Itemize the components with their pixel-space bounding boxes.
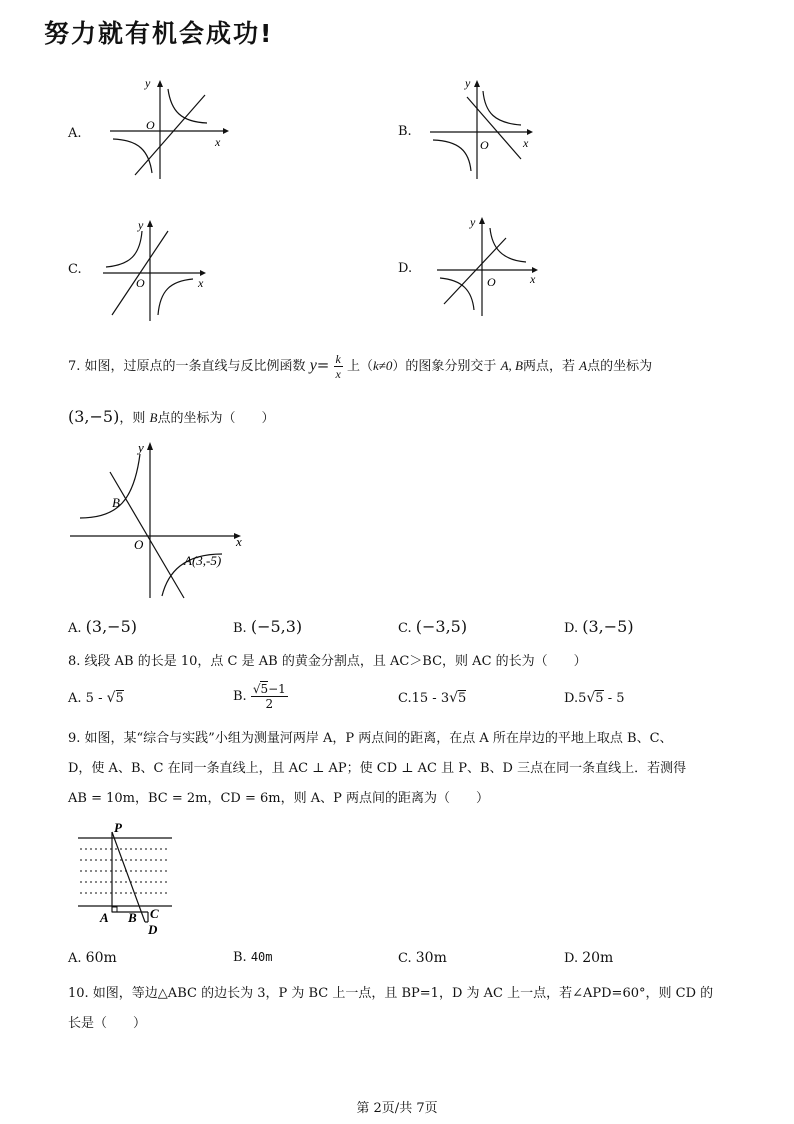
q8-option-c[interactable]: C.15 - 3√5 bbox=[398, 690, 467, 706]
q10-question-line1: 10. 如图，等边△ABC 的边长为 3，P 为 BC 上一点，且 BP=1，D 为 AC 上一点，若∠APD=60°，则 CD 的 bbox=[68, 986, 714, 1001]
q9-question-line3: AB = 10m，BC = 2m，CD = 6m，则 A、P 两点间的距离为（ ） bbox=[68, 791, 489, 806]
q8-option-a[interactable]: A. 5 - √5 bbox=[68, 690, 124, 706]
q6-option-d-letter[interactable]: D. bbox=[398, 261, 413, 276]
q9-point-c-label: C bbox=[150, 906, 159, 921]
q6a-y-label: y bbox=[145, 76, 151, 90]
q6-option-b-letter[interactable]: B. bbox=[398, 124, 412, 139]
q9-option-b[interactable]: B. 40m bbox=[233, 950, 273, 965]
q7-origin-label: O bbox=[134, 537, 144, 552]
q9-option-d[interactable]: D. 20m bbox=[564, 950, 614, 966]
q6a-origin-label: O bbox=[146, 118, 155, 132]
q6c-origin-label: O bbox=[136, 276, 145, 290]
q6b-origin-label: O bbox=[480, 138, 489, 152]
q6b-x-label: x bbox=[523, 136, 529, 150]
q6-option-c-graph bbox=[98, 215, 213, 325]
q6-option-b-graph bbox=[425, 75, 540, 185]
q10-question-line2: 长是（ ） bbox=[68, 1016, 147, 1031]
q7-question-line1: 7. 如图，过原点的一条直线与反比例函数 y= $\frac{k}{x}$ 上（k≠0）的图象分别交于 A, B两点，若 A点的坐标为 bbox=[68, 352, 653, 381]
page-header-slogan: 努力就有机会成功! bbox=[44, 19, 274, 48]
q9-option-c[interactable]: C. 30m bbox=[398, 950, 447, 966]
q7-option-d[interactable]: D. (3,−5) bbox=[564, 617, 634, 636]
q6a-x-label: x bbox=[215, 135, 221, 149]
q7-point-a-label: A(3,-5) bbox=[184, 553, 222, 568]
q7-point-b-label: B bbox=[112, 495, 120, 510]
q6d-y-label: y bbox=[470, 215, 476, 229]
q6c-x-label: x bbox=[198, 276, 204, 290]
q7-fraction: $\frac{k}{x}$ bbox=[335, 352, 341, 381]
q7-figure bbox=[66, 436, 246, 604]
q9-point-b-label: B bbox=[128, 910, 137, 925]
q8-option-d[interactable]: D.5√5 - 5 bbox=[564, 690, 625, 706]
q9-question-line2: D，使 A、B、C 在同一条直线上，且 AC ⊥ AP；使 CD ⊥ AC 且 P、B、D 三点在同一条直线上．若测得 bbox=[68, 761, 687, 776]
q8-option-b[interactable]: B. $\frac{√5-1}{2}$ bbox=[233, 682, 286, 711]
q9-point-d-label: D bbox=[148, 922, 158, 937]
q7-y-label: y bbox=[138, 440, 144, 455]
q6b-y-label: y bbox=[465, 76, 471, 90]
q6d-x-label: x bbox=[530, 272, 536, 286]
q6c-y-label: y bbox=[138, 218, 144, 232]
q9-question-line1: 9. 如图，某“综合与实践”小组为测量河两岸 A，P 两点间的距离，在点 A 所在岸边的平地上取点 B、C、 bbox=[68, 731, 673, 746]
q9-point-a-label: A bbox=[100, 910, 109, 925]
q9-option-a[interactable]: A. 60m bbox=[68, 950, 117, 966]
q8-question: 8. 线段 AB 的长是 10，点 C 是 AB 的黄金分割点，且 AC＞BC，则 AC 的长为（ ） bbox=[68, 654, 587, 669]
q7-question-line2: (3,−5)，则 B点的坐标为（ ） bbox=[68, 407, 275, 426]
q6-option-c-letter[interactable]: C. bbox=[68, 262, 82, 277]
q9-river-figure bbox=[68, 818, 178, 940]
q6-option-a-graph bbox=[105, 75, 230, 185]
q8-option-b-fraction: $\frac{√5-1}{2}$ bbox=[252, 682, 286, 711]
q6-option-d-graph bbox=[432, 212, 547, 322]
q6d-origin-label: O bbox=[487, 275, 496, 289]
q7-option-a[interactable]: A. (3,−5) bbox=[68, 617, 138, 636]
q7-option-b[interactable]: B. (−5,3) bbox=[233, 617, 303, 636]
q7-x-label: x bbox=[236, 534, 242, 549]
q9-point-p-label: P bbox=[114, 820, 122, 835]
q7-option-c[interactable]: C. (−3,5) bbox=[398, 617, 468, 636]
q6-option-a-letter[interactable]: A. bbox=[68, 126, 82, 141]
page-footer-number: 第 2页/共 7页 bbox=[356, 1101, 438, 1116]
